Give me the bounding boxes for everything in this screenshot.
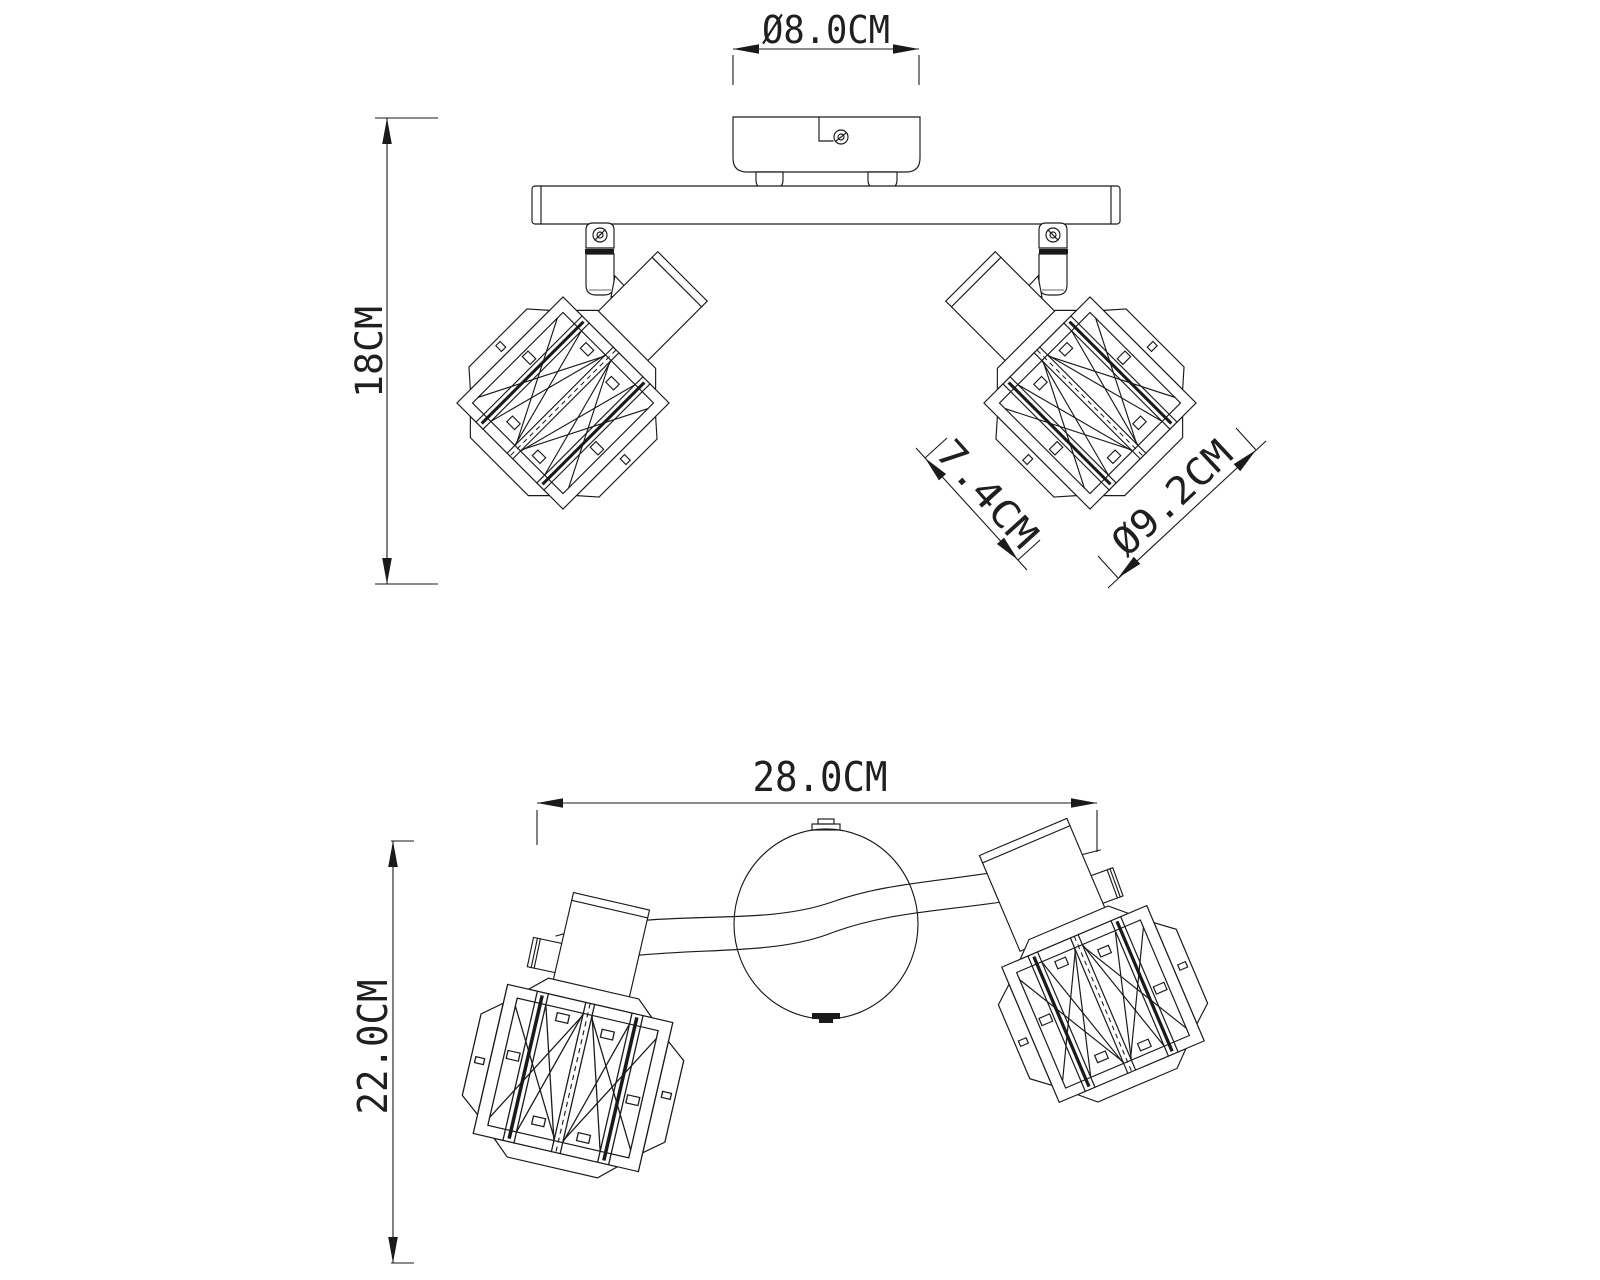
dim-label-overall-depth: 22.0CM — [349, 966, 397, 1115]
mounting-bar — [532, 186, 1120, 224]
dim-label-shade-diameter: Ø9.2CM — [1102, 438, 1234, 565]
canopy — [733, 117, 920, 172]
canopy-screw-bottom-icon — [812, 1013, 840, 1019]
dim-label-canopy-diameter: Ø8.0CM — [762, 8, 890, 52]
dim-label-shade-width: 7.4CM — [927, 430, 1037, 546]
dim-label-overall-width: 28.0CM — [752, 753, 888, 801]
dim-label-overall-height: 18CM — [348, 308, 391, 398]
